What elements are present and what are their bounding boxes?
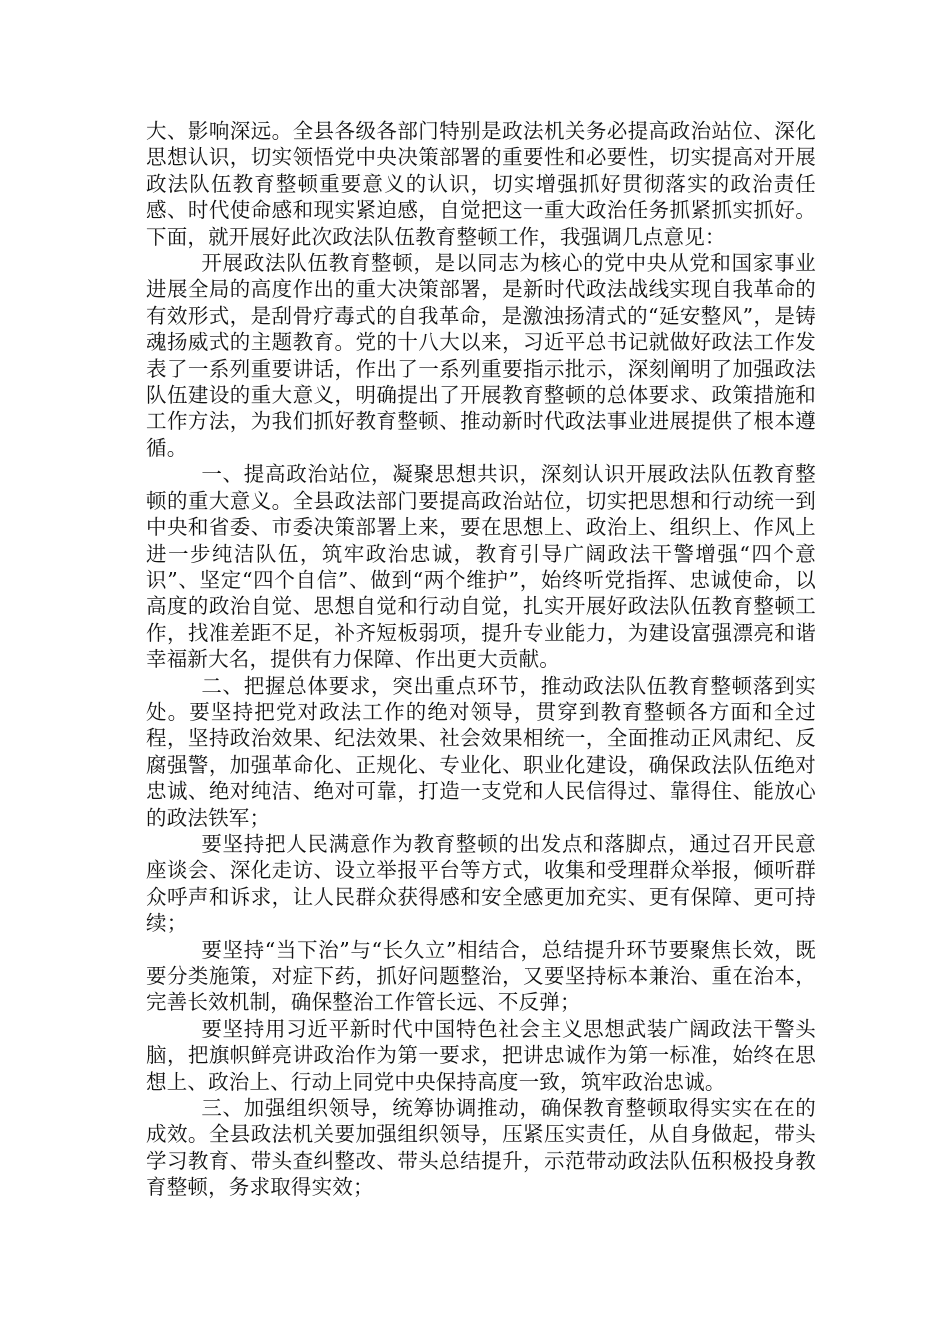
paragraph-3: 一、提高政治站位，凝聚思想共识，深刻认识开展政法队伍教育整顿的重大意义。全县政法部门要提高政治站位，切实把思想和行动统一到中央和省委、市委决策部署上来，要在思想上、政治上、组织上、作风上进一步纯洁队伍，筑牢政治忠诚，教育引导广阔政法干警增强“四个意识”、坚定“四个自信”、做到“两个维护”，始终听党指挥、忠诚使命，以高度的政治自觉、思想自觉和行动自觉，扎实开展好政法队伍教育整顿工作，找准差距不足，补齐短板弱项，提升专业能力，为建设富强漂亮和谐幸福新大名，提供有力保障、作出更大贡献。	[146, 462, 816, 672]
paragraph-5: 要坚持把人民满意作为教育整顿的出发点和落脚点，通过召开民意座谈会、深化走访、设立举报平台等方式，收集和受理群众举报，倾听群众呼声和诉求，让人民群众获得感和安全感更加充实、更有保障、更可持续；	[146, 831, 816, 936]
paragraph-8: 三、加强组织领导，统筹协调推动，确保教育整顿取得实实在在的成效。全县政法机关要加强组织领导，压紧压实责任，从自身做起，带头学习教育、带头查纠整改、带头总结提升，示范带动政法队伍积极投身教育整顿，务求取得实效；	[146, 1096, 816, 1200]
paragraph-2: 开展政法队伍教育整顿，是以同志为核心的党中央从党和国家事业进展全局的高度作出的重大决策部署，是新时代政法战线实现自我革命的有效形式，是刮骨疗毒式的自我革命，是激浊扬清式的“延安整风”，是铸魂扬威式的主题教育。党的十八大以来，习近平总书记就做好政法工作发表了一系列重要讲话，作出了一系列重要指示批示，深刻阐明了加强政法队伍建设的重大意义，明确提出了开展教育整顿的总体要求、政策措施和工作方法，为我们抓好教育整顿、推动新时代政法事业进展提供了根本遵循。	[146, 251, 816, 460]
paragraph-6: 要坚持“当下治”与“长久立”相结合，总结提升环节要聚焦长效，既要分类施策，对症下药，抓好问题整治，又要坚持标本兼治、重在治本，完善长效机制，确保整治工作管长远、不反弹；	[146, 937, 816, 1015]
paragraph-4: 二、把握总体要求，突出重点环节，推动政法队伍教育整顿落到实处。要坚持把党对政法工作的绝对领导，贯穿到教育整顿各方面和全过程，坚持政治效果、纪法效果、社会效果相统一，全面推动正风肃纪、反腐强警，加强革命化、正规化、专业化、职业化建设，确保政法队伍绝对忠诚、绝对纯洁、绝对可靠，打造一支党和人民信得过、靠得住、能放心的政法铁军；	[146, 673, 816, 830]
document-body	[146, 118, 816, 1201]
paragraph-1: 大、影响深远。全县各级各部门特别是政法机关务必提高政治站位、深化思想认识，切实领悟党中央决策部署的重要性和必要性，切实提高对开展政法队伍教育整顿重要意义的认识，切实增强抓好贯彻落实的政治责任感、时代使命感和现实紧迫感，自觉把这一重大政治任务抓紧抓实抓好。下面，就开展好此次政法队伍教育整顿工作，我强调几点意见：	[146, 119, 816, 249]
paragraph-7: 要坚持用习近平新时代中国特色社会主义思想武装广阔政法干警头脑，把旗帜鲜亮讲政治作为第一要求，把讲忠诚作为第一标准，始终在思想上、政治上、行动上同党中央保持高度一致，筑牢政治忠诚。	[146, 1016, 816, 1094]
